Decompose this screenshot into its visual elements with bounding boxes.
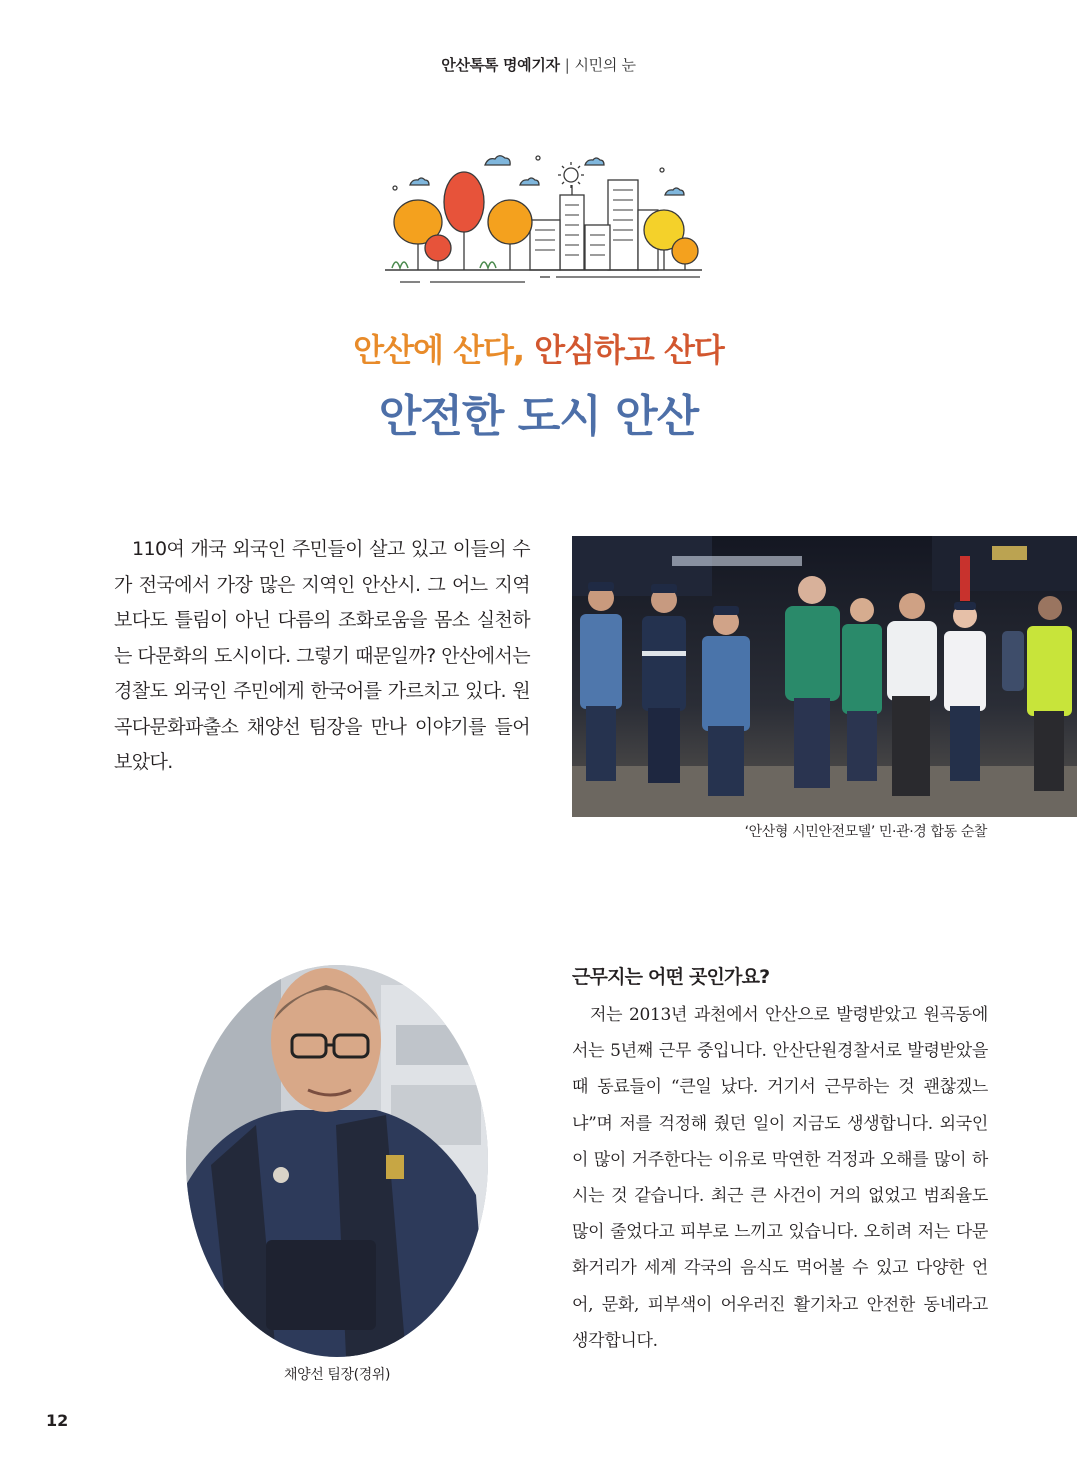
interviewee-photo xyxy=(186,965,488,1357)
title-subheading xyxy=(0,325,1077,371)
patrol-photo-image xyxy=(572,536,1077,817)
patrol-photo-caption: ‘안산형 시민안전모델’ 민·관·경 합동 순찰 xyxy=(744,824,987,840)
subsection-name: 시민의 눈 xyxy=(574,56,636,74)
title-part-1: 안산에 산다, xyxy=(353,331,525,369)
patrol-photo xyxy=(572,536,1077,817)
page-number: 12 xyxy=(46,1411,69,1430)
intro-paragraph: 110여 개국 외국인 주민들이 살고 있고 이들의 수가 전국에서 가장 많은 지역인 안산시. 그 어느 지역보다도 틀림이 아닌 다름의 조화로움을 몸소 실천하는 다문화의 도시이다. 그렇기 때문일까? 안산에서는 경찰도 외국인 주민에게 한국어를 가르치고 있다. 원곡다문화파출소 채양선 팀장을 만나 이야기를 들어 보았다. xyxy=(114,538,530,773)
page-header xyxy=(0,54,1077,75)
title-part-2: 안심하고 산다 xyxy=(534,331,724,369)
city-trees-illustration xyxy=(380,140,710,290)
section-name: 안산톡톡 명예기자 xyxy=(441,56,560,74)
qa-answer: 저는 2013년 과천에서 안산으로 발령받았고 원곡동에서는 5년째 근무 중입니다. 안산단원경찰서로 발령받았을 때 동료들이 “큰일 났다. 거기서 근무하는 것 괜찮겠느냐”며 저를 걱정해 줬던 일이 지금도 생생합니다. 외국인이 많이 거주한다는 이유로 막연한 걱정과 오해를 많이 하시는 것 같습니다. 최근 큰 사건이 거의 없었고 범죄율도 많이 줄었다고 피부로 느끼고 있습니다. 오히려 저는 다문화거리가 세계 각국의 음식도 먹어볼 수 있고 다양한 언어, 문화, 피부색이 어우러진 활기차고 안전한 동네라고 생각합니다. xyxy=(572,1005,988,1351)
page-title: 안전한 도시 안산 xyxy=(378,391,699,442)
header-separator: | xyxy=(564,56,570,74)
interviewee-photo-image xyxy=(186,965,488,1357)
qa-question: 근무지는 어떤 곳인가요? xyxy=(572,966,770,988)
interviewee-caption: 채양선 팀장(경위) xyxy=(283,1367,391,1383)
